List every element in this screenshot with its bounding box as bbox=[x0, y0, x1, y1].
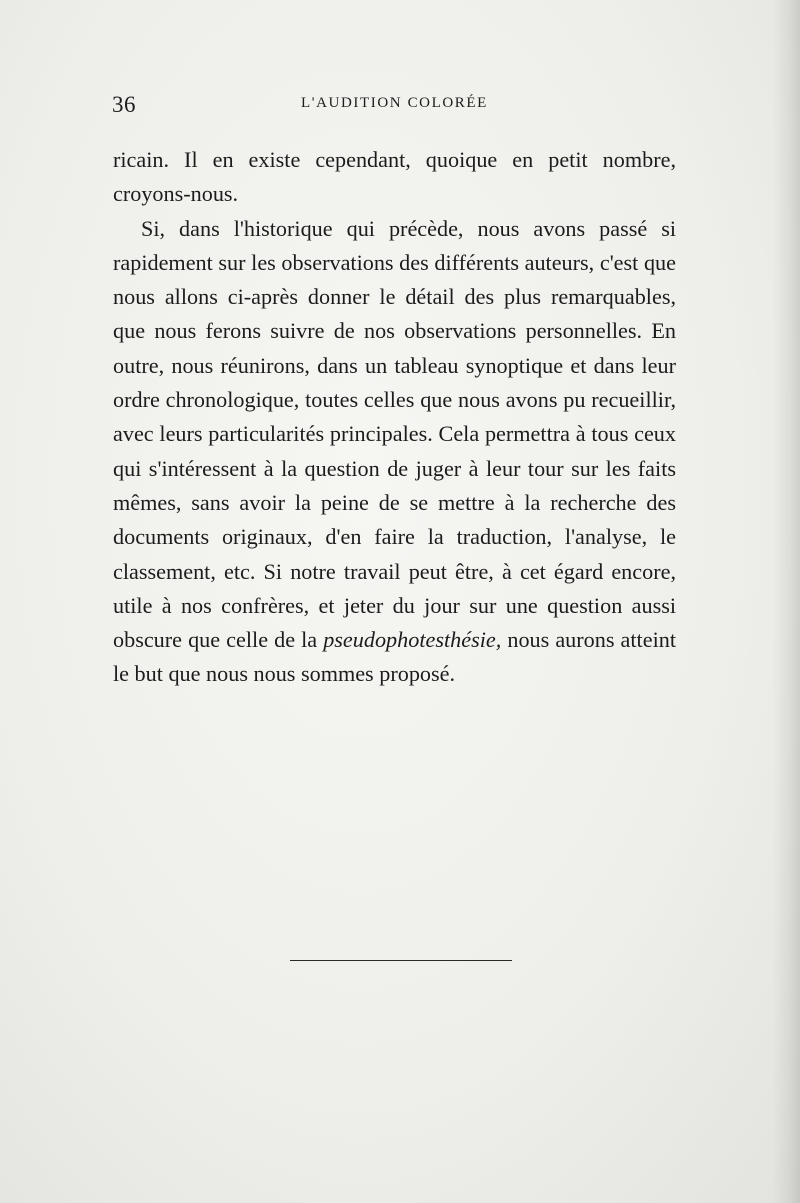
page-number: 36 bbox=[112, 92, 136, 117]
paragraph-2-end: nous aurons atteint le but que nous nous sommes proposé. bbox=[113, 627, 676, 687]
paragraph-1: ricain. Il en existe cependant, quoique en petit nombre, croyons-nous. bbox=[113, 147, 676, 207]
page-edge-shadow bbox=[772, 0, 800, 1203]
footnote-separator-rule bbox=[290, 960, 512, 961]
paragraph-2 bbox=[113, 212, 676, 692]
paragraph-2-text: Si, dans l'historique qui précède, nous avons passé si rapidement sur les observations des différents auteurs, c'est que nous allons ci-après donner le détail des plus remarquables, que nous ferons suivre de nos observations personnelles. En outre, nous réunirons, dans un tableau synoptique et dans leur ordre chronologique, toutes celles que nous avons pu recueillir, avec leurs particularités principales. Cela permettra à tous ceux qui s'intéressent à la question de juger à leur tour sur les faits mêmes, sans avoir la peine de se mettre à la recherche des documents originaux, d'en faire la traduction, l'analyse, le classement, etc. Si notre travail peut être, à cet égard encore, utile à nos confrères, et jeter du jour sur une question aussi obscure que celle de la bbox=[113, 215, 676, 653]
page-header bbox=[112, 92, 677, 122]
italic-term: pseudophotesthésie, bbox=[323, 627, 502, 653]
running-title: L'AUDITION COLORÉE bbox=[301, 95, 488, 111]
body-text bbox=[113, 143, 676, 692]
